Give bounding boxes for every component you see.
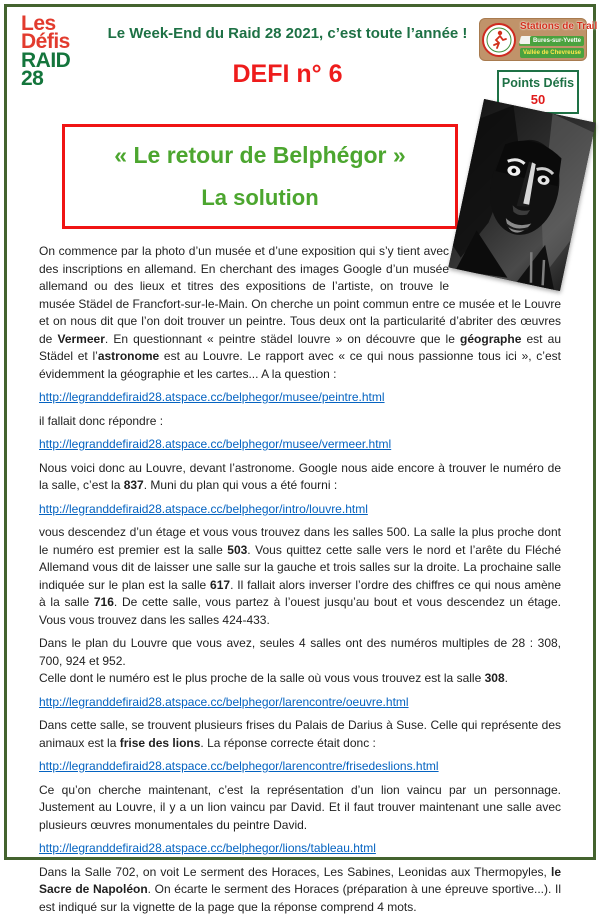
raid28-logo-line: RAID: [21, 52, 70, 70]
defi-number-title: DEFI n° 6: [102, 60, 473, 89]
stations-logo-title: Stations de Trail: [520, 21, 586, 32]
points-defis-label: Points Défis: [501, 76, 575, 90]
challenge-title-box: [62, 124, 458, 229]
raid28-logo-line: 28: [21, 70, 70, 88]
solution-link[interactable]: http://legranddefiraid28.atspace.cc/belphegor/lions/tableau.html: [39, 840, 561, 858]
solution-subtitle: La solution: [201, 185, 318, 211]
points-defis-value: 50: [501, 92, 575, 107]
paragraph: il fallait donc répondre :: [39, 413, 561, 431]
raid28-logo-line: Les: [21, 15, 70, 33]
event-tagline: Le Week-End du Raid 28 2021, c’est toute l’année !: [102, 25, 473, 42]
mask-image-spacer: [449, 243, 561, 283]
raid28-logo-line: Défis: [21, 33, 70, 51]
paragraph: Dans le plan du Louvre que vous avez, seules 4 salles ont des numéros multiples de 28 : 308, 700, 924 et 952. Celle dont le numéro est le plus proche de la salle où vous vous trouvez est la salle 308.: [39, 635, 561, 688]
paragraph: Dans cette salle, se trouvent plusieurs frises du Palais de Darius à Suse. Celle qui représente des animaux est la frise des lions. La réponse correcte était donc :: [39, 717, 561, 752]
solution-link[interactable]: http://legranddefiraid28.atspace.cc/belphegor/musee/peintre.html: [39, 389, 561, 407]
paragraph: Ce qu’on cherche maintenant, c’est la représentation d’un lion vaincu par un personnage. Justement au Louvre, il y a un lion vaincu par David. Et il faut trouver maintenant une salle avec plusieurs œuvres monumentales du peintre David.: [39, 782, 561, 835]
raid28-logo: [21, 15, 70, 89]
paragraph: On commence par la photo d’un musée et d’une exposition qui s’y tient avec des inscriptions en allemand. En cherchant des images Google d’un musée allemand ou des lieux et titres des expositions de l’artiste, on trouve le musée Städel de Francfort-sur-le-Main. On cherche un point commun entre ce musée et le Louvre et on nous dit que l’on doit trouver un peintre. Tous deux ont la particularité d’abriter des œuvres de Vermeer. En questionnant « peintre städel louvre » on découvre que le géographe est au Städel et l’astronome est au Louvre. Le rapport avec « ce qui nous passionne tous ici », c’est évidemment la géographie et les cartes... A la question :: [39, 243, 561, 383]
runner-badge-icon: [482, 23, 516, 57]
page-frame: [4, 4, 596, 860]
paragraph: Nous voici donc au Louvre, devant l’astronome. Google nous aide encore à trouver le numéro de la salle, c’est la 837. Muni du plan qui vous a été fourni :: [39, 460, 561, 495]
stations-region-tag: Vallée de Chevreuse: [520, 48, 584, 58]
paragraph: Dans la Salle 702, on voit Le serment des Horaces, Les Sabines, Leonidas aux Thermopyles, le Sacre de Napoléon. On écarte le serment des Horaces (préparation à une épreuve sportive...). Il est indiqué sur la vignette de la page que la réponse comprend 4 mots.: [39, 864, 561, 916]
solution-link[interactable]: http://legranddefiraid28.atspace.cc/belphegor/musee/vermeer.html: [39, 436, 561, 454]
document-body: [7, 243, 593, 853]
stations-de-trail-logo: [479, 18, 587, 61]
challenge-title: « Le retour de Belphégor »: [114, 142, 405, 169]
solution-link[interactable]: http://legranddefiraid28.atspace.cc/belphegor/intro/louvre.html: [39, 501, 561, 519]
paragraph: vous descendez d’un étage et vous vous trouvez dans les salles 500. La salle la plus proche dont le numéro est premier est la salle 503. Vous quittez cette salle vers le nord et l’arête du Fléché Allemand vous dit de laisser une salle sur la gauche et trois salles sur la droite. La prochaine salle indiquée sur le plan est la salle 617. Il fallait alors inverser l’ordre des chiffres ce qui nous amène à la salle 716. De cette salle, vous partez à l’ouest jusqu’au bout et vous descendez un étage. Vous vous trouvez dans les salles 424-433.: [39, 524, 561, 629]
runner-icon: [486, 27, 512, 53]
solution-link[interactable]: http://legranddefiraid28.atspace.cc/belphegor/larencontre/oeuvre.html: [39, 694, 561, 712]
stations-location-tag: Bures-sur-Yvette: [530, 36, 584, 46]
solution-link[interactable]: http://legranddefiraid28.atspace.cc/belphegor/larencontre/frisedeslions.html: [39, 758, 561, 776]
